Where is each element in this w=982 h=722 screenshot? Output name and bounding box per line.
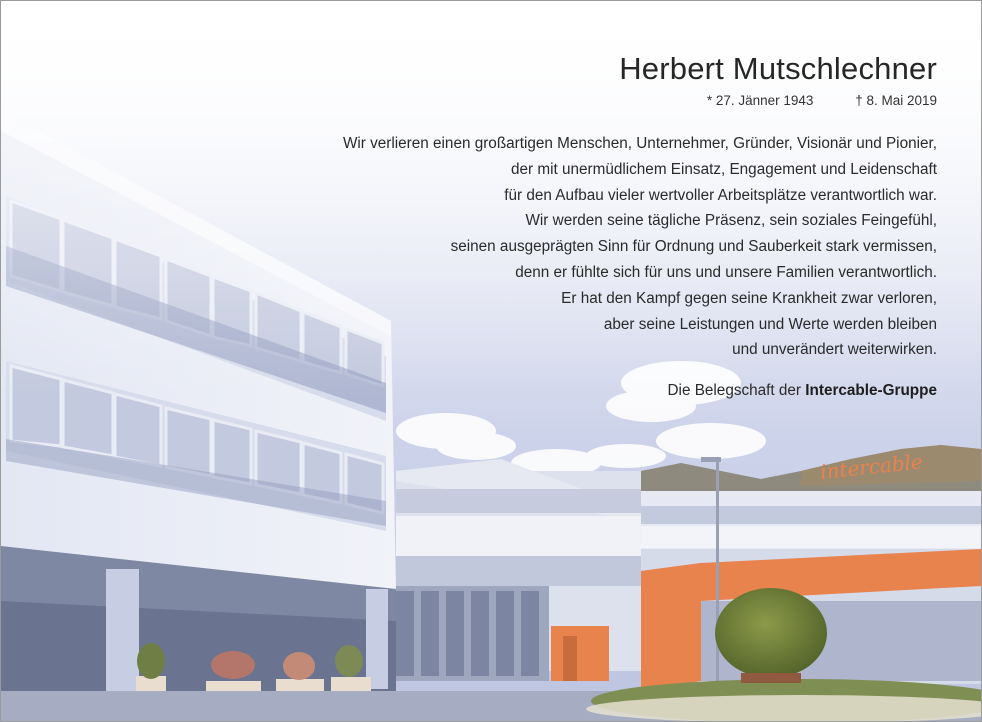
obituary-line: Wir verlieren einen großartigen Menschen, Unternehmer, Gründer, Visionär und Pionier, <box>342 135 937 152</box>
death-date: † 8. Mai 2019 <box>855 93 937 108</box>
obituary-line: der mit unermüdlichem Einsatz, Engagement und Leidenschaft <box>510 160 937 178</box>
obituary-line: Er hat den Kampf gegen seine Krankheit zwar verloren, <box>561 289 937 307</box>
deceased-name: Herbert Mutschlechner <box>619 51 937 86</box>
obituary-line: denn er fühlte sich für uns und unsere Familien verantwortlich. <box>515 263 937 281</box>
signature-prefix: Die Belegschaft der <box>667 382 806 399</box>
obituary-line: aber seine Leistungen und Werte werden bleiben <box>603 315 937 333</box>
obituary-line: seinen ausgeprägten Sinn für Ordnung und Sauberkeit stark vermissen, <box>450 238 937 256</box>
obituary-text <box>237 131 937 363</box>
obituary-line: für den Aufbau vieler wertvoller Arbeitsplätze verantwortlich war. <box>504 186 937 204</box>
life-dates <box>707 93 937 108</box>
signature <box>668 382 938 400</box>
birth-date: * 27. Jänner 1943 <box>706 93 814 108</box>
obituary-line: und unverändert weiterwirken. <box>732 341 937 359</box>
obituary-line: Wir werden seine tägliche Präsenz, sein soziales Feingefühl, <box>525 212 937 230</box>
company-name: Intercable-Gruppe <box>805 382 937 399</box>
